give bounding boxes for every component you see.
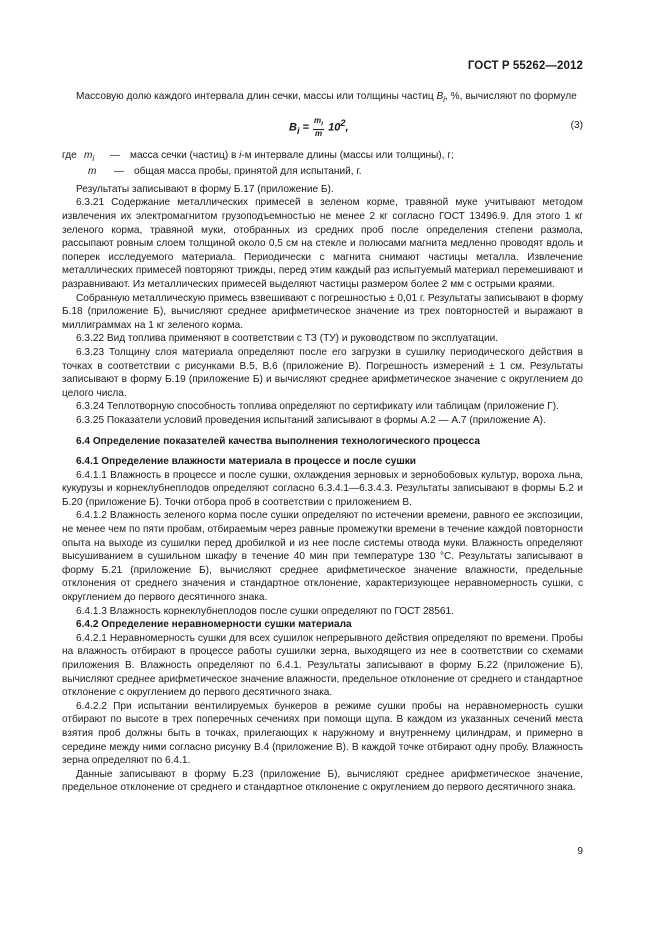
symbol-b: B — [436, 91, 444, 102]
where-desc-1a: масса сечки (частиц) в — [130, 149, 237, 161]
paragraph-6-4-2-1: 6.4.2.1 Неравномерность сушки для всех сушилок непрерывного действия определяют по времени. Пробы на влажность отбирают в процессе работы сушилки зерна, выходящего из нее в соответствии со схемами приложения В. Влажность определяют по 6.4.1. Результаты записывают в форму Б.22 (приложение Б), вычисляют среднее арифметическое значение влажности, предельное отклонение от среднего и стандартное отклонение с округлением до первого десятичного знака. — [62, 632, 583, 699]
where-desc-1 — [130, 149, 454, 166]
formula-num-symbol: m — [314, 116, 322, 126]
intro-text: Массовую долю каждого интервала длин сечки, массы или толщины частиц — [76, 91, 434, 102]
where-dash-1: — — [110, 149, 121, 161]
formula-fraction — [313, 117, 324, 138]
formula-equals: = — [299, 121, 313, 134]
paragraph-6-3-21: 6.3.21 Содержание металлических примесей в зеленом корме, травяной муке учитывают методом извлечения их электромагнитом грузоподъемностью не менее 2 кг согласно ГОСТ 13496.9. Для этого 1 кг зеленого корма, травяной муки, отобранных из средних проб после определения степени размола, рассыпают ровным слоем толщиной около 0,5 см на стекле и полюсами магнита медленно проводят вдоль и поперек исследуемого материала. Периодически с магнита снимают частицы металла. Извлечение металлических примесей повторяют трижды, перед этим каждый раз испытуемый материал перемешивают и разравнивают. Из металлических примесей выделяют частицы размером более 2 мм с острыми краями. — [62, 197, 583, 290]
section-heading-6-4: 6.4 Определение показателей качества выполнения технологического процесса — [76, 435, 481, 447]
formula-denominator: m — [314, 128, 323, 138]
formula-num-sub: i — [321, 120, 324, 128]
section-heading-6-4-2: 6.4.2 Определение неравномерности сушки материала — [76, 619, 352, 631]
where-desc-1b: -м интервале длины (массы или толщины), г; — [241, 149, 454, 161]
where-symbol-m: m — [88, 166, 97, 178]
paragraph-6-4-1-1: 6.4.1.1 Влажность в процессе и после сушки, охлаждения зерновых и зернобобовых культур, вороха льна, кукурузы и корнеклубнеплодов определяют согласно 6.3.4.1—6.3.4.3. Результаты записывают в формы Б.2 и Б.20 (приложение Б). Точки отбора проб в соответствии с приложением В. — [62, 469, 583, 508]
paragraph-6-3-23: 6.3.23 Толщину слоя материала определяют после его загрузки в сушилку периодического действия в точках в соответствии с рисунками В.5, В.6 (приложение В). Погрешность измерений ± 1 см. Результаты записывают в форму Б.19 (приложение Б) и вычисляют среднее арифметическое значение с округлением до целого числа. — [62, 346, 583, 399]
formula-lhs-sub: i — [296, 125, 300, 136]
where-dash-2: — — [114, 166, 125, 178]
paragraph-metal-weigh: Собранную металлическую примесь взвешивают с погрешностью ± 0,01 г. Результаты записывают в форму Б.18 (приложение Б), вычисляют среднее арифметическое значение из трех повторностей и выражают в миллиграммах на 1 кг зеленого корма. — [62, 292, 583, 331]
paragraph-6-4-2-2: 6.4.2.2 При испытании вентилируемых бункеров в режиме сушки пробы на неравномерность сушки отбирают по высоте в трех поперечных сечениях при помощи щупа. В каждом из указанных сечений места взятия проб должны быть в точках, прилегающих к наружному и внутреннему цилиндрам, и примерно в середине между ними согласно рисунку В.4 (приложение В). В каждой точке отбирают одну пробу. Влажность зерна определяют по 6.4.1. — [62, 700, 583, 767]
formula-exponent: 2 — [340, 117, 346, 128]
section-heading-6-4-1: 6.4.1 Определение влажности материала в процессе и после сушки — [76, 456, 416, 468]
paragraph-6-3-22: 6.3.22 Вид топлива применяют в соответствии с ТЗ (ТУ) и руководством по эксплуатации. — [76, 333, 499, 345]
paragraph-6-4-1-3: 6.4.1.3 Влажность корнеклубнеплодов после сушки определяют по ГОСТ 28561. — [76, 605, 454, 617]
formula — [289, 117, 349, 138]
equation-number: (3) — [570, 119, 583, 131]
paragraph-6-4-1-2: 6.4.1.2 Влажность зеленого корма после сушки определяют по истечении времени, равного ее экспозиции, не менее чем по пяти пробам, отбираемым через равные промежутки времени в течение каждой повторности опыта на выходе из сушилки перед дробилкой и из нее после системы отвода муки. Влажность определяют высушиванием в сушильном шкафу в течение 40 мин при температуре 130 °С. Результаты записывают в форму Б.21 (приложение Б), вычисляют среднее арифметическое значение влажности, предельные отклонения от среднего значения и стандартное отклонение, характеризующее неравномерность сушки, с округлением до первого десятичного знака. — [62, 510, 583, 604]
symbol-b-subscript: i — [443, 94, 446, 105]
where-symbol-mi: m — [84, 149, 93, 161]
formula-numerator — [313, 117, 324, 130]
formula-row — [62, 117, 583, 139]
paragraph-6-3-25: 6.3.25 Показатели условий проведения испытаний записывают в формы А.2 — А.7 (приложение А). — [76, 414, 546, 426]
where-prefix: где — [62, 149, 77, 161]
formula-lhs: B — [289, 121, 297, 134]
where-symbol-mi-sub: i — [92, 152, 95, 163]
page-number: 9 — [577, 846, 583, 857]
document-header: ГОСТ Р 55262—2012 — [467, 60, 583, 72]
where-block — [62, 149, 583, 179]
paragraph-results-b17: Результаты записывают в форму Б.17 (приложение Б). — [76, 183, 334, 195]
intro-paragraph — [62, 90, 583, 107]
where-row-2 — [62, 165, 583, 179]
formula-comma: , — [345, 121, 349, 134]
formula-tail: 10 — [328, 121, 341, 134]
document-body — [62, 90, 583, 795]
paragraph-data-b23: Данные записывают в форму Б.23 (приложение Б), вычисляют среднее арифметическое значение, предельное отклонение от среднего и стандартное отклонение с округлением до первого десятичного знака. — [62, 768, 583, 794]
where-desc-2: общая масса пробы, принятой для испытаний, г. — [134, 166, 362, 178]
where-row-1 — [62, 149, 583, 166]
paragraph-6-3-24: 6.3.24 Теплотворную способность топлива определяют по сертификату или таблицам (приложение Г). — [76, 401, 559, 413]
intro-text-end: , %, вычисляют по формуле — [445, 91, 577, 102]
where-desc-1-i: i — [239, 149, 242, 161]
